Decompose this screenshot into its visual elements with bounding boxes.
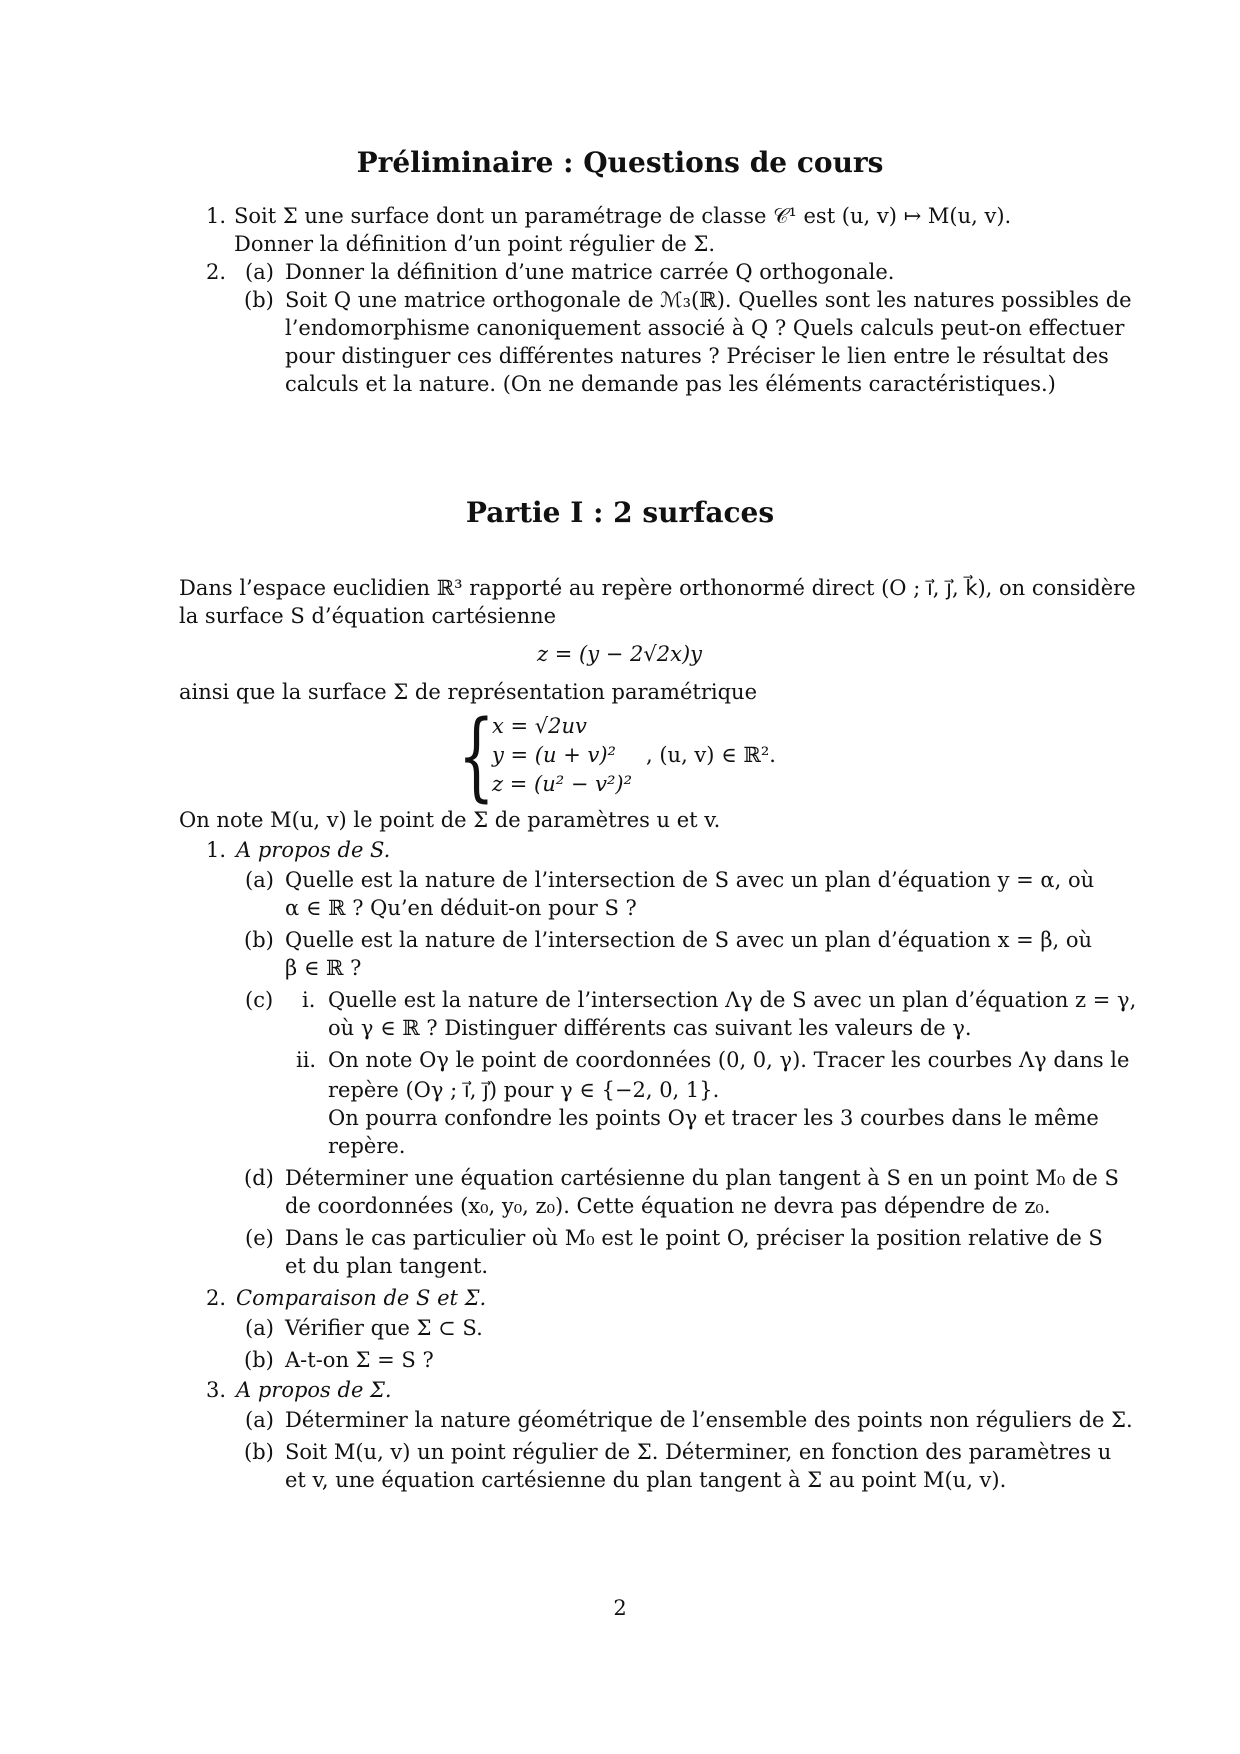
title-partie-1: Partie I : 2 surfaces xyxy=(465,496,775,529)
intro-line1: Dans l’espace euclidien ℝ³ rapporté au repère orthonormé direct (O ; i⃗, j⃗, k⃗), on considère xyxy=(179,576,1136,600)
p1-q1d-label: (d) xyxy=(244,1166,274,1190)
system-brace: { xyxy=(458,700,495,812)
param-z: z = (u² − v²)² xyxy=(492,772,632,796)
prelim-q2b-line1: Soit Q une matrice orthogonale de ℳ₃(ℝ). Quelles sont les natures possibles de xyxy=(285,288,1132,312)
p1-q1b-line2: β ∈ ℝ ? xyxy=(285,956,362,980)
p1-q1-number: 1. xyxy=(206,838,227,862)
p1-q1ci-line1: Quelle est la nature de l’intersection Λγ de S avec un plan d’équation z = γ, xyxy=(328,988,1137,1012)
p1-q1-title: A propos de S. xyxy=(236,838,391,862)
p1-q3a-label: (a) xyxy=(245,1408,274,1432)
p1-q2b-label: (b) xyxy=(244,1348,274,1372)
p1-q3-title: A propos de Σ. xyxy=(236,1378,392,1402)
p1-q1d-line1: Déterminer une équation cartésienne du plan tangent à S en un point M₀ de S xyxy=(285,1166,1119,1190)
p1-q1b-label: (b) xyxy=(244,928,274,952)
param-y: y = (u + v)² xyxy=(492,743,616,767)
p1-q2-title: Comparaison de S et Σ. xyxy=(236,1286,487,1310)
param-domain: , (u, v) ∈ ℝ². xyxy=(646,743,776,767)
p1-q2b-text: A-t-on Σ = S ? xyxy=(285,1348,434,1372)
p1-q1d-line2: de coordonnées (x₀, y₀, z₀). Cette équation ne devra pas dépendre de z₀. xyxy=(285,1194,1051,1218)
p1-q1ci-line2: où γ ∈ ℝ ? Distinguer différents cas suivant les valeurs de γ. xyxy=(328,1016,972,1040)
p1-q1cii-label: ii. xyxy=(296,1048,317,1072)
p1-q1b-line1: Quelle est la nature de l’intersection de S avec un plan d’équation x = β, où xyxy=(285,928,1093,952)
p1-q1cii-line3: On pourra confondre les points Oγ et tracer les 3 courbes dans le même xyxy=(328,1106,1099,1130)
prelim-q2a-text: Donner la définition d’une matrice carrée Q orthogonale. xyxy=(285,260,895,284)
p1-q1a-line2: α ∈ ℝ ? Qu’en déduit-on pour S ? xyxy=(285,896,637,920)
p1-q3b-label: (b) xyxy=(244,1440,274,1464)
prelim-q1-line1: Soit Σ une surface dont un paramétrage de classe 𝒞¹ est (u, v) ↦ M(u, v). xyxy=(234,204,1012,228)
p1-q1a-line1: Quelle est la nature de l’intersection de S avec un plan d’équation y = α, où xyxy=(285,868,1095,892)
p1-q1e-label: (e) xyxy=(245,1226,274,1250)
prelim-q2a-label: (a) xyxy=(245,260,274,284)
p1-q2-number: 2. xyxy=(206,1286,227,1310)
prelim-q2b-line2: l’endomorphisme canoniquement associé à Q ? Quels calculs peut-on effectuer xyxy=(285,316,1125,340)
p1-q2a-label: (a) xyxy=(245,1316,274,1340)
title-preliminaire: Préliminaire : Questions de cours xyxy=(356,146,884,179)
equation-s: z = (y − 2√2x)y xyxy=(537,642,703,666)
p1-q1cii-line1: On note Oγ le point de coordonnées (0, 0, γ). Tracer les courbes Λγ dans le xyxy=(328,1048,1130,1072)
p1-q1c-label: (c) xyxy=(245,988,274,1012)
p1-q3b-line1: Soit M(u, v) un point régulier de Σ. Déterminer, en fonction des paramètres u xyxy=(285,1440,1112,1464)
prelim-q2-number: 2. xyxy=(206,260,227,284)
p1-q1ci-label: i. xyxy=(302,988,316,1012)
p1-q1e-line2: et du plan tangent. xyxy=(285,1254,489,1278)
intro-line2: la surface S d’équation cartésienne xyxy=(179,604,557,628)
p1-q2a-text: Vérifier que Σ ⊂ S. xyxy=(285,1316,483,1340)
prelim-q1-line2: Donner la définition d’un point régulier de Σ. xyxy=(234,232,716,256)
p1-q1a-label: (a) xyxy=(245,868,274,892)
prelim-q2b-label: (b) xyxy=(244,288,274,312)
intro-line3: ainsi que la surface Σ de représentation paramétrique xyxy=(179,680,757,704)
p1-q1e-line1: Dans le cas particulier où M₀ est le point O, préciser la position relative de S xyxy=(285,1226,1103,1250)
prelim-q2b-line4: calculs et la nature. (On ne demande pas les éléments caractéristiques.) xyxy=(285,372,1056,396)
p1-q3b-line2: et v, une équation cartésienne du plan tangent à Σ au point M(u, v). xyxy=(285,1468,1007,1492)
prelim-q1-number: 1. xyxy=(206,204,227,228)
page-number: 2 xyxy=(613,1596,627,1620)
param-x: x = √2uv xyxy=(492,714,587,738)
p1-q3-number: 3. xyxy=(206,1378,227,1402)
prelim-q2b-line3: pour distinguer ces différentes natures ? Préciser le lien entre le résultat des xyxy=(285,344,1109,368)
note-line: On note M(u, v) le point de Σ de paramètres u et v. xyxy=(179,808,721,832)
p1-q3a-text: Déterminer la nature géométrique de l’ensemble des points non réguliers de Σ. xyxy=(285,1408,1133,1432)
p1-q1cii-line2: repère (Oγ ; i⃗, j⃗) pour γ ∈ {−2, 0, 1}. xyxy=(328,1078,720,1102)
p1-q1cii-line4: repère. xyxy=(328,1134,406,1158)
